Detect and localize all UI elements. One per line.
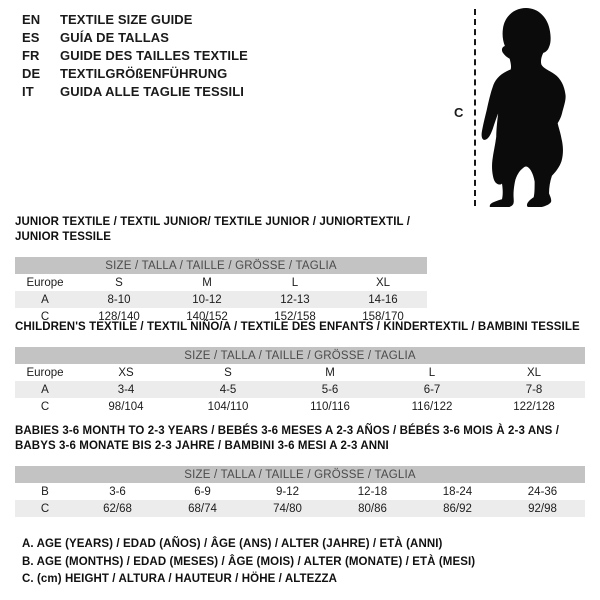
footnote-a: A. AGE (YEARS) / EDAD (AÑOS) / ÂGE (ANS) / ALTER (JAHRE) / ETÀ (ANNI) [22, 538, 443, 550]
lang-title: GUIDA ALLE TAGLIE TESSILI [60, 84, 245, 99]
row-label: C [40, 502, 50, 515]
size-cell: 110/116 [310, 400, 350, 413]
table-title [15, 424, 585, 454]
size-header-row [15, 257, 427, 274]
height-measure-figure [440, 0, 600, 215]
size-cell: 122/128 [513, 400, 555, 413]
row-label: A [41, 383, 49, 396]
size-header-bar: SIZE / TALLA / TAILLE / GRÖSSE / TAGLIA [15, 257, 427, 274]
lang-code: DE [22, 66, 41, 81]
language-title-block [22, 11, 248, 101]
size-cell: 80/86 [358, 502, 387, 515]
size-cell: 74/80 [273, 502, 302, 515]
row-label: Europe [26, 366, 64, 379]
table-title-line: JUNIOR TEXTILE / TEXTIL JUNIOR/ TEXTILE JUNIOR / JUNIORTEXTIL / JUNIOR TESSILE [15, 216, 411, 243]
size-cell: 98/104 [108, 400, 144, 413]
size-cell: 6-7 [423, 383, 441, 396]
size-cell: 8-10 [107, 293, 131, 306]
lang-row-it [22, 83, 248, 101]
size-cell: M [325, 366, 335, 379]
size-cell: 3-4 [117, 383, 135, 396]
size-cell: 7-8 [525, 383, 543, 396]
lang-title: GUIDE DES TAILLES TEXTILE [60, 48, 248, 63]
childrens-textile-section [15, 320, 585, 415]
babies-textile-section [15, 424, 585, 517]
size-cell: 5-6 [321, 383, 339, 396]
size-cell: 3-6 [109, 485, 126, 498]
lang-code: ES [22, 30, 40, 45]
baby-silhouette-icon [478, 7, 574, 207]
lang-title: TEXTILGRÖßENFÜHRUNG [60, 66, 228, 81]
size-cell: 104/110 [207, 400, 249, 413]
size-cell: L [428, 366, 436, 379]
size-table [15, 347, 585, 415]
row-label: Europe [26, 276, 64, 289]
table-row [15, 483, 585, 500]
size-cell: 140/152 [186, 310, 228, 323]
size-cell: 92/98 [528, 502, 557, 515]
size-cell: 18-24 [442, 485, 473, 498]
row-label: B [41, 485, 49, 498]
lang-code: FR [22, 48, 40, 63]
size-cell: 10-12 [192, 293, 222, 306]
size-header-row [15, 347, 585, 364]
row-label: A [41, 293, 49, 306]
footnote-c: C. (cm) HEIGHT / ALTURA / HAUTEUR / HÖHE / ALTEZZA [22, 573, 338, 585]
table-title-line: BABIES 3-6 MONTH TO 2-3 YEARS / BEBÉS 3-6 MESES A 2-3 AÑOS / BÉBÉS 3-6 MOIS À 2-3 ANS / [15, 425, 559, 437]
table-title-line: CHILDREN'S TEXTILE / TEXTIL NIÑO/A / TEXTILE DES ENFANTS / KINDERTEXTIL / BAMBINI TESSILE [15, 321, 580, 333]
table-row [15, 381, 585, 398]
size-header-row [15, 466, 585, 483]
table-row [15, 500, 585, 517]
height-dashed-line [474, 9, 476, 206]
size-cell: 12-13 [280, 293, 310, 306]
size-header-bar: SIZE / TALLA / TAILLE / GRÖSSE / TAGLIA [15, 466, 585, 483]
footnotes-block [22, 536, 475, 589]
table-title [15, 215, 427, 245]
size-cell: 152/158 [274, 310, 316, 323]
measure-c-label: C [454, 105, 464, 120]
size-cell: 24-36 [527, 485, 558, 498]
row-label: C [40, 400, 50, 413]
table-row [15, 291, 427, 308]
lang-row-fr [22, 47, 248, 65]
size-cell: M [202, 276, 212, 289]
lang-title: TEXTILE SIZE GUIDE [60, 12, 193, 27]
junior-textile-section [15, 215, 427, 325]
size-cell: 86/92 [443, 502, 472, 515]
size-cell: 128/140 [98, 310, 140, 323]
table-title [15, 320, 585, 335]
footnote-b: B. AGE (MONTHS) / EDAD (MESES) / ÂGE (MOIS) / ALTER (MONATE) / ETÀ (MESI) [22, 555, 476, 568]
size-cell: S [224, 366, 232, 379]
size-cell: XS [118, 366, 134, 379]
lang-title: GUÍA DE TALLAS [60, 30, 170, 45]
row-label: C [40, 310, 50, 323]
size-cell: 6-9 [194, 485, 211, 498]
lang-code: IT [22, 84, 34, 99]
lang-row-en [22, 11, 248, 29]
size-table [15, 466, 585, 517]
table-row [15, 274, 427, 291]
size-table [15, 257, 427, 325]
table-row [15, 398, 585, 415]
size-cell: 9-12 [275, 485, 300, 498]
size-cell: L [291, 276, 299, 289]
size-header-bar: SIZE / TALLA / TAILLE / GRÖSSE / TAGLIA [15, 347, 585, 364]
size-cell: 158/170 [362, 310, 404, 323]
lang-code: EN [22, 12, 41, 27]
size-cell: 68/74 [188, 502, 217, 515]
size-cell: 62/68 [103, 502, 132, 515]
size-cell: 14-16 [368, 293, 398, 306]
size-cell: 116/122 [411, 400, 453, 413]
size-cell: 4-5 [219, 383, 237, 396]
size-cell: XL [375, 276, 391, 289]
size-cell: 12-18 [357, 485, 388, 498]
lang-row-es [22, 29, 248, 47]
table-row [15, 364, 585, 381]
size-cell: S [115, 276, 123, 289]
size-cell: XL [526, 366, 542, 379]
table-title-line: BABYS 3-6 MONATE BIS 2-3 JAHRE / BAMBINI 3-6 MESI A 2-3 ANNI [15, 440, 389, 452]
lang-row-de [22, 65, 248, 83]
